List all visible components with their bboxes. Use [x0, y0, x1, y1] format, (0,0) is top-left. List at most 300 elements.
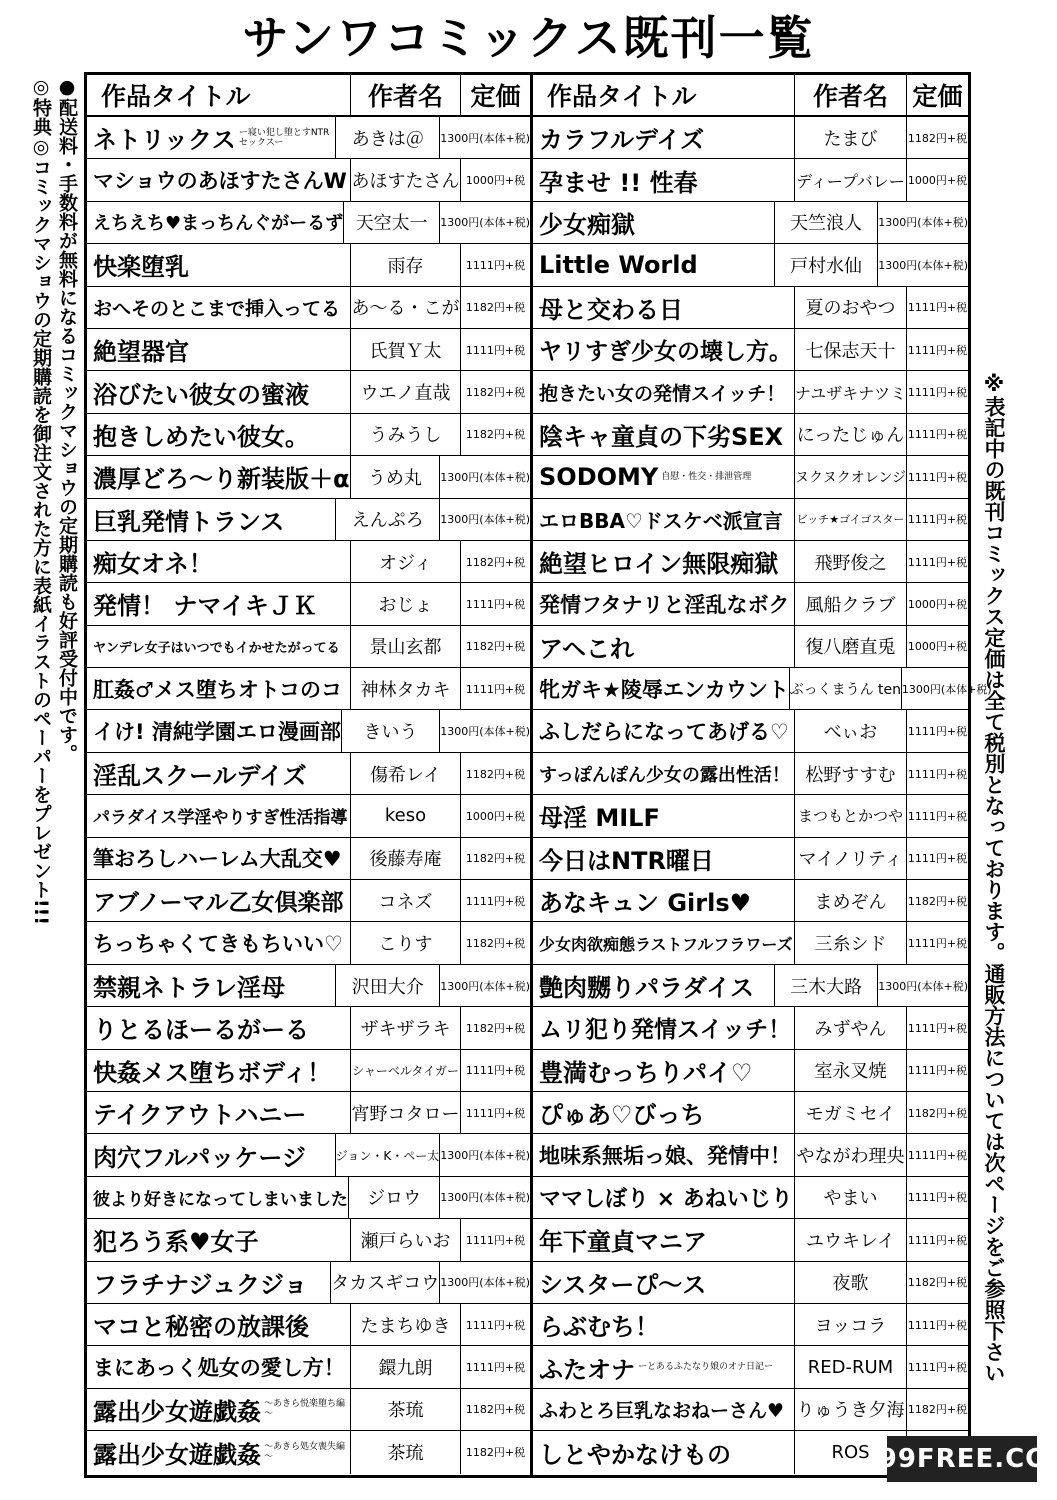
book-subtitle: ー寝い犯し堕とすNTRセックスー: [238, 127, 330, 148]
table-row: [87, 838, 530, 880]
book-subtitle: ーとあるふたなり娘のオナ日記ー: [638, 1362, 774, 1373]
table-row: [87, 1389, 530, 1431]
table-row: [87, 1219, 530, 1261]
book-title: [87, 880, 351, 921]
book-title: [87, 1389, 351, 1430]
table-row: [87, 414, 530, 456]
header-title: 作品タイトル: [87, 75, 351, 115]
book-title: [533, 626, 795, 667]
book-title: [87, 117, 336, 158]
book-author: ナユザキナツミ: [795, 371, 907, 412]
book-title: [533, 499, 795, 540]
book-title: [533, 668, 790, 709]
table-row: [533, 1262, 968, 1304]
book-author: ジョン・K・ペー太: [336, 1134, 441, 1175]
book-title-text: 年下童貞マニア: [539, 1228, 707, 1257]
book-author: タカスギコウ: [331, 1262, 440, 1303]
book-title: [87, 1050, 351, 1091]
book-title: [87, 753, 351, 794]
table-row: [533, 244, 968, 286]
table-row: [533, 1346, 968, 1388]
book-title: [533, 1092, 795, 1133]
book-price: 1300円(本体+税): [878, 979, 968, 993]
table-row: [87, 753, 530, 795]
book-author: 茶琉: [351, 1389, 461, 1430]
book-author: 七保志天十: [795, 329, 907, 370]
book-price: 1111円+税: [465, 1318, 526, 1332]
book-title-text: パラダイス学淫やりすぎ性活指導: [93, 808, 348, 829]
book-title: [87, 838, 351, 879]
book-author: きいう: [342, 710, 440, 751]
table-row: [87, 456, 530, 498]
table-row: [533, 1007, 968, 1049]
book-price: 1111円+税: [465, 258, 526, 272]
book-title: [533, 710, 795, 751]
book-title: [533, 795, 795, 836]
book-title-text: 母淫 MILF: [539, 804, 660, 833]
table-row: [87, 795, 530, 837]
book-price: 1000円+税: [907, 174, 968, 188]
book-price: 1111円+税: [907, 1191, 968, 1205]
table-row: [533, 414, 968, 456]
table-row: [87, 287, 530, 329]
table-row: [87, 922, 530, 964]
book-title-text: アブノーマル乙女倶楽部: [93, 890, 344, 917]
book-title-text: えちえち♥まっちんぐがーるず: [93, 213, 344, 235]
book-title: [533, 1346, 795, 1387]
book-author: 風船クラブ: [795, 583, 907, 624]
book-author: おじょ: [351, 583, 461, 624]
book-title: [87, 202, 344, 243]
book-title-text: ママしぼり × あねいじり: [539, 1186, 793, 1212]
book-title-text: しとやかなけもの: [539, 1440, 731, 1469]
book-subtitle: 自慰・性交・排泄管理: [661, 471, 752, 482]
header-author: 作者名: [795, 75, 907, 115]
book-subtitle: ～あきら悦楽堕ち編～: [264, 1399, 346, 1420]
table-row: [533, 922, 968, 964]
book-title-text: 禁親ネトラレ淫母: [93, 974, 285, 1002]
table-row: [533, 371, 968, 413]
book-author: ユウキレイ: [795, 1219, 907, 1260]
table-row: [533, 1304, 968, 1346]
book-author: りゅうき夕海: [795, 1389, 907, 1430]
table-row: [87, 1346, 530, 1388]
table-row: [533, 159, 968, 201]
book-title: [87, 668, 351, 709]
book-title-text: 肛姦♂メス堕ちオトコのコ: [93, 677, 342, 702]
book-author: 三木大路: [775, 965, 878, 1006]
book-title-text: りとるほーるがーる: [93, 1016, 309, 1045]
book-title-text: 陰キャ童貞の下劣SEX: [539, 422, 784, 451]
book-author: べぃお: [795, 710, 907, 751]
book-title: [87, 499, 336, 540]
book-title-text: 痴女オネ！: [93, 550, 213, 579]
book-price: 1300円(本体+税): [440, 216, 530, 230]
book-title-text: 肉穴フルパッケージ: [93, 1143, 306, 1172]
table-row: [87, 710, 530, 752]
book-title-text: 少女肉欲痴態ラストフルフラワーズ: [539, 934, 793, 954]
book-price: 1111円+税: [907, 1064, 968, 1078]
book-subtitle: ～あきら処女喪失編～: [264, 1442, 346, 1463]
book-title-text: ちっちゃくてきもちいい♡: [93, 932, 343, 957]
book-title-text: ヤリすぎ少女の壊し方。: [539, 339, 792, 366]
book-price: 1111円+税: [907, 386, 968, 400]
book-title-text: 孕ませ !! 性春: [539, 168, 698, 197]
book-title: [533, 1262, 795, 1303]
book-price: 1000円+税: [465, 809, 526, 823]
book-title: [533, 965, 775, 1006]
book-title-text: 快楽堕乳: [93, 253, 189, 282]
book-price: 1111円+税: [465, 343, 526, 357]
book-title-text: 艶肉嬲りパラダイス: [539, 974, 755, 1002]
table-row: [87, 329, 530, 371]
book-title-text: おへそのとこまで挿入ってる: [93, 297, 341, 320]
book-title: [533, 329, 795, 370]
header-price: 定価: [470, 82, 521, 111]
book-title: [87, 965, 336, 1006]
book-price: 1111円+税: [907, 809, 968, 823]
book-price: 1111円+税: [907, 1318, 968, 1332]
book-author: オジィ: [351, 541, 461, 582]
table-row: [87, 541, 530, 583]
book-price: 1182円+税: [465, 555, 526, 569]
book-price: 1300円(本体+税): [901, 682, 992, 696]
book-price: 1182円+税: [465, 852, 526, 866]
book-author: やまい: [795, 1177, 907, 1218]
book-title: [87, 1431, 351, 1473]
book-price: 1300円(本体+税): [878, 216, 968, 230]
book-price: 1300円(本体+税): [440, 1149, 530, 1163]
book-price: 1182円+税: [465, 937, 526, 951]
book-author: 雨存: [351, 244, 461, 285]
book-title: [87, 1262, 331, 1303]
table-row: [533, 1050, 968, 1092]
book-title: [533, 456, 795, 497]
book-author: 夏のおやつ: [795, 287, 907, 328]
book-title: [533, 202, 775, 243]
book-title: [533, 117, 795, 158]
book-author: にったじゅん: [795, 414, 907, 455]
book-title: [533, 922, 795, 963]
book-price: 1300円(本体+税): [878, 258, 968, 272]
book-title: [87, 626, 351, 667]
table-row: [87, 1431, 530, 1473]
book-title-text: カラフルデイズ: [539, 126, 705, 155]
table-row: [87, 117, 530, 159]
book-title-text: ふしだらになってあげる♡: [539, 720, 789, 745]
book-author: keso: [351, 795, 461, 836]
book-author: 宵野コタロー: [351, 1092, 461, 1133]
book-author: 戸村水仙: [775, 244, 878, 285]
book-title-text: 母と交わる日: [539, 295, 683, 324]
book-title-text: テイクアウトハニー: [93, 1101, 307, 1130]
book-title-text: 牝ガキ★陵辱エンカウント: [539, 677, 789, 702]
book-price: 1000円+税: [907, 640, 968, 654]
book-title-text: 濃厚どろ～り新装版＋α: [93, 465, 350, 494]
book-title-text: 快姦メス堕ちボディ！: [93, 1058, 332, 1087]
book-price: 1182円+税: [907, 1276, 968, 1290]
book-title-text: イけ! 清純学園エロ漫画部: [93, 720, 341, 745]
table-row: [87, 583, 530, 625]
book-price: 1111円+税: [465, 1064, 526, 1078]
book-author: 景山玄都: [351, 626, 461, 667]
book-price: 1300円(本体+税): [440, 470, 530, 484]
book-title-text: らぶむち！: [539, 1313, 659, 1342]
book-price: 1182円+税: [465, 640, 526, 654]
book-author: 後藤寿庵: [351, 838, 461, 879]
book-price: 1111円+税: [907, 767, 968, 781]
book-title-text: 抱きたい女の発情スイッチ！: [539, 382, 786, 405]
book-price: 1000円+税: [907, 597, 968, 611]
table-row: [533, 965, 968, 1007]
book-price: 1300円(本体+税): [440, 1276, 530, 1290]
book-author: あほすたさん: [351, 159, 461, 200]
book-title-text: 露出少女遊戯姦: [93, 1440, 261, 1469]
table-row: [533, 795, 968, 837]
book-author: まめぞん: [795, 880, 907, 921]
book-title-text: 浴びたい彼女の蜜液: [93, 380, 309, 409]
book-author: やながわ理央: [795, 1134, 907, 1175]
book-title: [533, 371, 795, 412]
book-author: 松野すすむ: [795, 753, 907, 794]
table-row: [87, 1134, 530, 1176]
book-title: [533, 1431, 795, 1473]
table-row: [87, 1007, 530, 1049]
table-row: [87, 244, 530, 286]
book-author: あ～る・こが: [351, 287, 461, 328]
book-author: 飛野俊之: [795, 541, 907, 582]
book-price: 1111円+税: [907, 725, 968, 739]
book-price: 1111円+税: [907, 428, 968, 442]
book-title-text: マコと秘密の放課後: [93, 1313, 309, 1342]
book-price: 1111円+税: [465, 1361, 526, 1375]
table-row: [87, 159, 530, 201]
book-title-text: 筆おろしハーレム大乱交♥: [93, 847, 342, 872]
book-title-text: SODOMY: [539, 462, 659, 491]
book-price: 1111円+税: [465, 682, 526, 696]
table-row: [533, 1177, 968, 1219]
book-title-text: 絶望器官: [93, 338, 189, 367]
book-title: [533, 753, 795, 794]
table-row: [87, 371, 530, 413]
book-title: [87, 795, 351, 836]
book-title-text: ぴゅあ♡びっち: [539, 1101, 705, 1130]
table-row: [533, 541, 968, 583]
book-price: 1111円+税: [465, 894, 526, 908]
book-price: 1000円+税: [465, 174, 526, 188]
book-price: 1182円+税: [465, 1021, 526, 1035]
book-title-text: エロBBA♡ドスケベ派宣言: [539, 508, 783, 533]
book-author: 天竺浪人: [775, 202, 878, 243]
book-title-text: まにあっく処女の愛し方！: [93, 1356, 345, 1381]
book-author: 氏賀Ｙ太: [351, 329, 461, 370]
book-title: [87, 1007, 351, 1048]
book-price: 1111円+税: [907, 301, 968, 315]
book-price: 1182円+税: [907, 1403, 968, 1417]
book-author: ROS: [795, 1431, 907, 1473]
book-title: [533, 1219, 795, 1260]
book-title: [87, 1346, 351, 1387]
table-row: [533, 1219, 968, 1261]
book-title: [87, 456, 351, 497]
book-author: うみうし: [351, 414, 461, 455]
book-price: 1111円+税: [907, 937, 968, 951]
book-author: マイノリティ: [795, 838, 907, 879]
book-title: [533, 1134, 795, 1175]
book-price: 1300円(本体+税): [440, 725, 530, 739]
book-title: [87, 287, 351, 328]
book-title-text: 露出少女遊戯姦: [93, 1397, 261, 1426]
book-price: 1182円+税: [465, 767, 526, 781]
book-title-text: 豊満むっちりパイ♡: [539, 1058, 753, 1087]
book-author: 復八磨直兎: [795, 626, 907, 667]
book-author: まつもとかつや: [795, 795, 907, 836]
book-price: 1111円+税: [465, 597, 526, 611]
book-author: ヨッコラ: [795, 1304, 907, 1345]
book-title: [87, 1219, 351, 1260]
book-author: 天空太一: [344, 202, 440, 243]
book-price: 1111円+税: [907, 1233, 968, 1247]
book-title-text: 今日はNTR曜日: [539, 846, 714, 875]
book-title-text: ネトリックス: [93, 126, 236, 155]
book-title: [87, 1134, 336, 1175]
book-title: [533, 287, 795, 328]
book-title: [87, 329, 351, 370]
table-row: [87, 668, 530, 710]
book-author: うめ丸: [351, 456, 441, 497]
book-price: 1182円+税: [907, 131, 968, 145]
table-row: [533, 838, 968, 880]
book-title: [533, 880, 795, 921]
catalog-table: [84, 72, 992, 1478]
book-author: 瀬戸らいお: [351, 1219, 461, 1260]
book-title: [533, 414, 795, 455]
book-title: [87, 710, 342, 751]
book-title-text: ヤンデレ女子はいつでもイかせたがってる: [93, 640, 340, 656]
table-row: [533, 117, 968, 159]
subscription-note: ●配送料・手数料が無料になるコミックマショウの定期購読も好評受付中です。: [56, 76, 78, 763]
book-price: 1111円+税: [907, 1361, 968, 1375]
table-row: [87, 1050, 530, 1092]
book-title: [533, 1050, 795, 1091]
book-author: ビッチ★ゴイゴスター: [795, 499, 907, 540]
header-row: [87, 75, 530, 117]
catalog-left-column: [87, 75, 533, 1475]
book-title-text: あなキュン Girls♥: [539, 889, 752, 918]
book-price: 1111円+税: [907, 1149, 968, 1163]
book-price: 1111円+税: [907, 852, 968, 866]
table-row: [533, 1092, 968, 1134]
book-title: [87, 1092, 351, 1133]
table-row: [87, 1304, 530, 1346]
book-author: ぶっくまうん ten: [790, 668, 902, 709]
book-price: 1111円+税: [907, 513, 968, 527]
table-row: [87, 1262, 530, 1304]
book-author: えんぷろ: [336, 499, 440, 540]
book-title: [87, 922, 351, 963]
table-row: [533, 1389, 968, 1431]
table-row: [533, 329, 968, 371]
book-author: たまび: [795, 117, 907, 158]
book-author: 三糸シド: [795, 922, 907, 963]
header-price: 定価: [912, 82, 963, 111]
watermark: 99FREE.CC: [887, 1436, 1037, 1482]
book-title: [87, 371, 351, 412]
book-author: みずやん: [795, 1007, 907, 1048]
book-title: [87, 414, 351, 455]
table-row: [87, 1092, 530, 1134]
book-title-text: 抱きしめたい彼女。: [93, 422, 309, 451]
header-title: 作品タイトル: [533, 75, 795, 115]
book-author: こりす: [351, 922, 461, 963]
book-title: [533, 1007, 795, 1048]
book-title: [533, 244, 775, 285]
book-title-text: 発情フタナリと淫乱なボク: [539, 592, 790, 617]
book-price: 1300円(本体+税): [440, 513, 530, 527]
book-price: 1182円+税: [465, 301, 526, 315]
book-price: 1182円+税: [465, 386, 526, 400]
book-title: [87, 1304, 351, 1345]
book-title: [87, 583, 351, 624]
table-row: [533, 626, 968, 668]
book-price: 1111円+税: [907, 470, 968, 484]
book-author: 室永叉焼: [795, 1050, 907, 1091]
book-price: 1300円(本体+税): [440, 1191, 530, 1205]
book-price: 1111円+税: [907, 343, 968, 357]
book-author: たまちゆき: [351, 1304, 461, 1345]
price-note: ※表記中の既刊コミックス定価は全て税別となっております。通販方法については次ページをご参照下さい: [982, 372, 1006, 1383]
book-author: RED-RUM: [795, 1346, 907, 1387]
tokuten-note: ◎特典◎コミックマショウの定期購読を御注文された方に表紙イラストのペーパーをプレゼント!!!: [30, 76, 52, 925]
book-author: シャーベルタイガー: [351, 1050, 461, 1091]
table-row: [87, 1177, 530, 1219]
book-title: [533, 1389, 795, 1430]
book-price: 1300円(本体+税): [440, 979, 530, 993]
book-author: 夜歌: [795, 1262, 907, 1303]
book-title: [87, 1177, 349, 1218]
book-title-text: 巨乳発情トランス: [93, 507, 285, 536]
book-title: [533, 1304, 795, 1345]
header-author: 作者名: [351, 75, 461, 115]
table-row: [533, 668, 992, 710]
table-row: [87, 499, 530, 541]
book-title-text: アヘこれ: [539, 634, 635, 663]
book-title-text: フラチナジュクジョ: [93, 1270, 308, 1299]
catalog-right-column: [533, 75, 992, 1475]
table-row: [533, 583, 968, 625]
book-title: [533, 838, 795, 879]
book-title-text: ふたオナ: [539, 1355, 635, 1384]
header-row: [533, 75, 968, 117]
book-title-text: マショウのあほすたさんW: [93, 169, 347, 194]
book-price: 1111円+税: [465, 1233, 526, 1247]
book-author: あきは＠: [336, 117, 440, 158]
book-price: 1182円+税: [465, 1446, 526, 1460]
book-title: [533, 1177, 795, 1218]
book-author: ウエノ直哉: [351, 371, 461, 412]
book-price: 1182円+税: [465, 428, 526, 442]
book-author: モガミセイ: [795, 1092, 907, 1133]
book-price: 1111円+税: [465, 1106, 526, 1120]
book-title-text: 淫乱スクールデイズ: [93, 762, 307, 791]
table-row: [533, 710, 968, 752]
book-title: [87, 159, 351, 200]
book-title-text: 犯ろう系♥女子: [93, 1228, 259, 1257]
book-title-text: すっぽんぽん少女の露出性活！: [539, 764, 790, 786]
book-price: 1111円+税: [907, 1021, 968, 1035]
book-price: 1300円(本体+税): [440, 131, 530, 145]
book-title: [533, 159, 795, 200]
